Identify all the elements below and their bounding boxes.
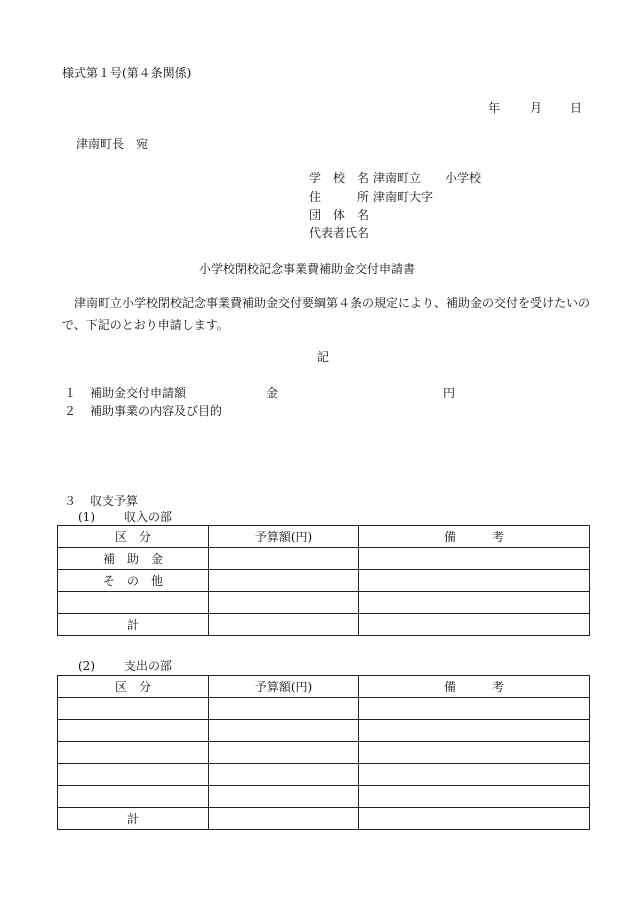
remarks-cell[interactable] xyxy=(359,570,590,592)
row-label: 計 xyxy=(58,614,209,636)
income-table xyxy=(57,525,590,636)
amount-cell[interactable] xyxy=(209,614,359,636)
remarks-cell[interactable] xyxy=(359,786,590,808)
income-heading: 収入の部 xyxy=(124,510,173,524)
document-title: 小学校閉校記念事業費補助金交付申請書 xyxy=(199,262,416,276)
group-label: 団 体 名 xyxy=(309,208,370,222)
table-row xyxy=(58,570,590,592)
body-paragraph: 津南町立小学校閉校記念事業費補助金交付要綱第４条の規定により、補助金の交付を受けたいので、下記のとおり申請します。 xyxy=(62,296,591,332)
table-row xyxy=(58,698,590,720)
table-row xyxy=(58,764,590,786)
table-row xyxy=(58,786,590,808)
remarks-cell[interactable] xyxy=(359,548,590,570)
remarks-cell[interactable] xyxy=(359,764,590,786)
addressee: 津南町長 宛 xyxy=(76,137,149,151)
ki-marker: 記 xyxy=(317,350,330,364)
income-heading-number: (1) xyxy=(78,510,95,524)
item1-yen: 円 xyxy=(443,386,456,400)
item3-number: ３ xyxy=(64,494,77,508)
amount-cell[interactable] xyxy=(209,570,359,592)
date-day: 日 xyxy=(570,101,583,115)
amount-cell[interactable] xyxy=(209,548,359,570)
column-header: 予算額(円) xyxy=(209,676,359,698)
expense-heading: 支出の部 xyxy=(124,659,173,673)
item2-label: 補助事業の内容及び目的 xyxy=(90,404,223,418)
total-row xyxy=(58,808,590,830)
remarks-cell[interactable] xyxy=(359,720,590,742)
address-label: 住 所 xyxy=(309,190,370,204)
table-row xyxy=(58,720,590,742)
column-header: 区 分 xyxy=(58,526,209,548)
remarks-cell[interactable] xyxy=(359,614,590,636)
amount-cell[interactable] xyxy=(209,808,359,830)
table-row xyxy=(58,592,590,614)
amount-cell[interactable] xyxy=(209,720,359,742)
representative-label: 代表者氏名 xyxy=(309,226,370,240)
row-label[interactable] xyxy=(58,720,209,742)
column-header: 備 考 xyxy=(359,526,590,548)
row-label[interactable] xyxy=(58,742,209,764)
expense-heading-number: (2) xyxy=(78,659,95,673)
column-header: 備 考 xyxy=(359,676,590,698)
remarks-cell[interactable] xyxy=(359,808,590,830)
item2-number: ２ xyxy=(64,404,77,418)
amount-cell[interactable] xyxy=(209,698,359,720)
amount-cell[interactable] xyxy=(209,786,359,808)
total-row xyxy=(58,614,590,636)
date-month: 月 xyxy=(530,101,543,115)
item1-number: １ xyxy=(64,386,77,400)
remarks-cell[interactable] xyxy=(359,742,590,764)
amount-cell[interactable] xyxy=(209,764,359,786)
column-header: 区 分 xyxy=(58,676,209,698)
table-row xyxy=(58,548,590,570)
item3-label: 収支予算 xyxy=(90,494,139,508)
amount-cell[interactable] xyxy=(209,592,359,614)
table-header-row xyxy=(58,676,590,698)
remarks-cell[interactable] xyxy=(359,592,590,614)
row-label[interactable] xyxy=(58,698,209,720)
form-number: 様式第１号(第４条関係) xyxy=(62,66,192,80)
remarks-cell[interactable] xyxy=(359,698,590,720)
date-year: 年 xyxy=(488,101,501,115)
amount-cell[interactable] xyxy=(209,742,359,764)
address-value: 津南町大字 xyxy=(373,190,434,204)
row-label[interactable] xyxy=(58,786,209,808)
column-header: 予算額(円) xyxy=(209,526,359,548)
row-label[interactable] xyxy=(58,764,209,786)
row-label[interactable] xyxy=(58,592,209,614)
row-label: 計 xyxy=(58,808,209,830)
table-header-row xyxy=(58,526,590,548)
expense-table xyxy=(57,675,590,830)
row-label: そ の 他 xyxy=(58,570,209,592)
item1-label: 補助金交付申請額 xyxy=(90,386,187,400)
school-label: 学 校 名 xyxy=(309,171,370,185)
item1-kin: 金 xyxy=(266,386,279,400)
row-label: 補 助 金 xyxy=(58,548,209,570)
school-value: 津南町立 小学校 xyxy=(373,171,482,185)
table-row xyxy=(58,742,590,764)
